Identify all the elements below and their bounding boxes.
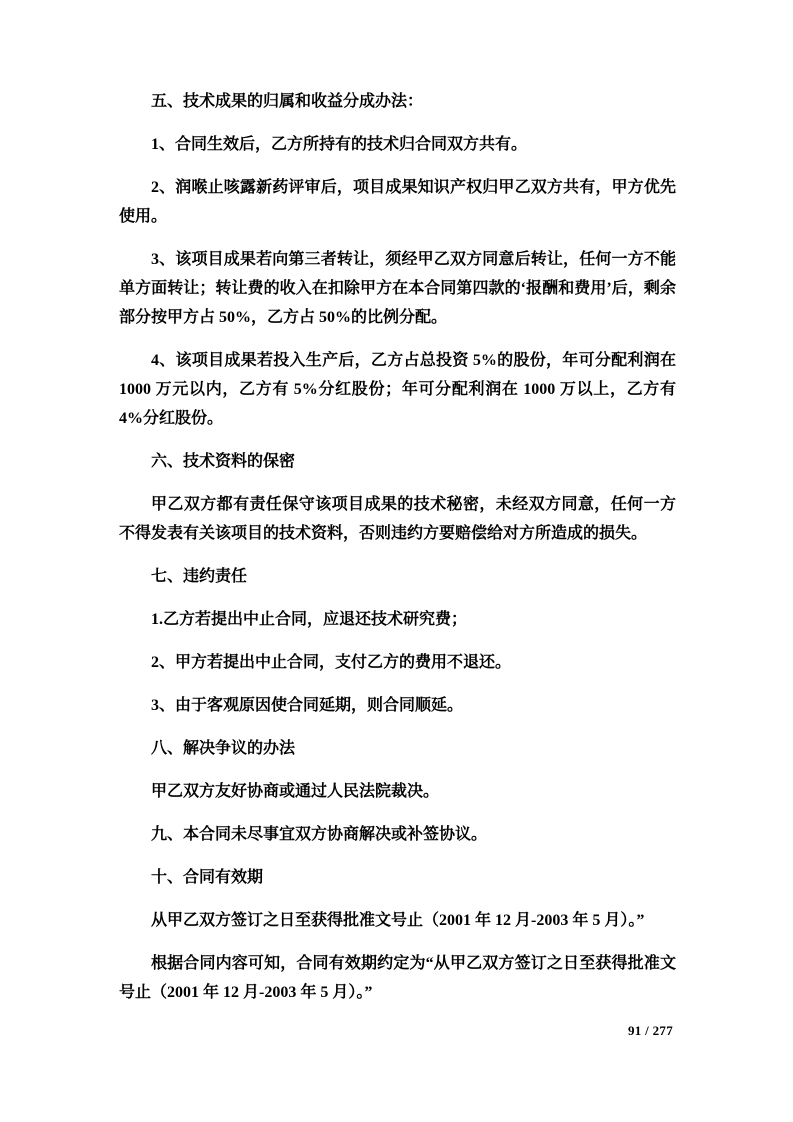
paragraph: 九、本合同未尽事宜双方协商解决或补签协议。 (151, 826, 488, 843)
paragraph: 2、甲方若提出中止合同，支付乙方的费用不退还。 (151, 654, 512, 671)
paragraph: 甲乙双方友好协商或通过人民法院裁决。 (151, 783, 440, 800)
paragraph: 从甲乙双方签订之日至获得批准文号止（2001 年 12 月-2003 年 5 月）。” (151, 912, 645, 929)
paragraph: 甲乙双方都有责任保守该项目成果的技术秘密，未经双方同意，任何一方不得发表有关该项目的技术资料，否则违约方要赔偿给对方所造成的损失。 (119, 496, 676, 542)
paragraph: 七、违约责任 (151, 568, 248, 585)
paragraph: 3、该项目成果若向第三者转让，须经甲乙双方同意后转让，任何一方不能单方面转让；转让费的收入在扣除甲方在本合同第四款的‘报酬和费用’后，剩余部分按甲方占 50%，乙方占 50%的比例分配。 (119, 251, 676, 326)
paragraph: 八、解决争议的办法 (151, 740, 296, 757)
paragraph: 五、技术成果的归属和收益分成办法： (151, 93, 424, 110)
paragraph: 十、合同有效期 (151, 869, 264, 886)
paragraph: 4、该项目成果若投入生产后，乙方占总投资 5%的股份，年可分配利润在 1000 万元以内，乙方有 5%分红股份；年可分配利润在 1000 万以上，乙方有 4%分红股份。 (119, 352, 676, 427)
paragraph: 1.乙方若提出中止合同，应退还技术研究费； (151, 611, 468, 628)
paragraph: 2、润喉止咳露新药评审后，项目成果知识产权归甲乙双方共有，甲方优先使用。 (119, 179, 676, 225)
paragraph: 3、由于客观原因使合同延期，则合同顺延。 (151, 697, 464, 714)
paragraph: 六、技术资料的保密 (151, 453, 296, 470)
contract-text-block (119, 87, 676, 1021)
paragraph: 根据合同内容可知，合同有效期约定为“从甲乙双方签订之日至获得批准文号止（2001 年 12 月-2003 年 5 月）。” (119, 955, 676, 1001)
paragraph: 1、合同生效后，乙方所持有的技术归合同双方共有。 (151, 136, 528, 153)
page-number-label: 91 / 277 (627, 1023, 673, 1038)
